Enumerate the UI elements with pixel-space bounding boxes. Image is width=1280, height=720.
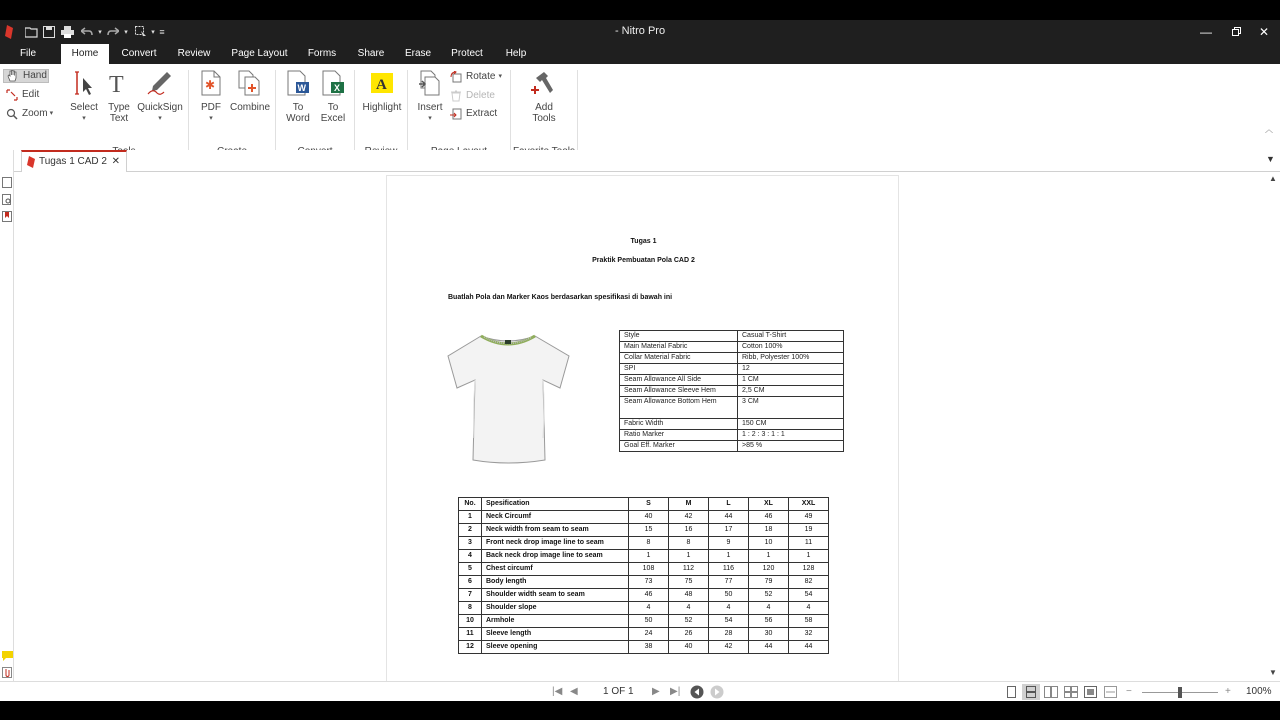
size-value: 108: [629, 563, 669, 576]
spec-value: 12: [738, 364, 844, 375]
doc-instruction: Buatlah Pola dan Marker Kaos berdasarkan spesifikasi di bawah ini: [448, 294, 673, 301]
tab-home[interactable]: Home: [61, 44, 109, 65]
size-table-header: [459, 498, 829, 511]
size-value: 50: [709, 589, 749, 602]
size-table-row: [459, 576, 829, 589]
header-s: S: [629, 498, 669, 511]
size-value: 58: [789, 615, 829, 628]
size-value: 24: [629, 628, 669, 641]
size-value: 82: [789, 576, 829, 589]
spec-key: Seam Allowance Bottom Hem: [620, 397, 738, 419]
undo-dropdown-icon[interactable]: ▾: [98, 29, 102, 36]
ribbon-separator: [577, 70, 578, 158]
rotate-label: Rotate: [466, 71, 496, 82]
spec-key: Style: [620, 331, 738, 342]
spec-value: 1 : 2 : 3 : 1 : 1: [738, 430, 844, 441]
svg-text:W: W: [297, 83, 306, 93]
size-table-row: [459, 550, 829, 563]
quicksign-button[interactable]: [137, 70, 183, 124]
size-table-row: [459, 589, 829, 602]
spec-value: 150 CM: [738, 419, 844, 430]
zoom-out-icon[interactable]: −: [1126, 686, 1132, 697]
spec-row: [620, 386, 844, 397]
type-text-icon: [104, 70, 134, 99]
insert-dropdown-icon: ▾: [428, 115, 432, 122]
edit-tool-button[interactable]: [6, 88, 46, 102]
header-m: M: [669, 498, 709, 511]
size-value: 79: [749, 576, 789, 589]
svg-text:T: T: [109, 72, 124, 96]
size-value: 54: [789, 589, 829, 602]
size-table-row: [459, 641, 829, 654]
delete-icon: [450, 90, 462, 102]
to-excel-label-2: Excel: [320, 113, 346, 124]
size-value: 46: [629, 589, 669, 602]
add-tools-icon: [526, 70, 562, 99]
size-table-row: [459, 615, 829, 628]
size-value: 26: [669, 628, 709, 641]
select-label: Select: [70, 102, 98, 113]
spec-value: Cotton 100%: [738, 342, 844, 353]
row-number: 8: [459, 602, 482, 615]
svg-text:✱: ✱: [205, 78, 216, 92]
spec-value: 1 CM: [738, 375, 844, 386]
header-xl: XL: [749, 498, 789, 511]
row-number: 3: [459, 537, 482, 550]
extract-button[interactable]: [450, 107, 510, 121]
spec-key: Seam Allowance All Side: [620, 375, 738, 386]
spec-row: [620, 342, 844, 353]
quicksign-pen-icon: [137, 70, 183, 99]
spec-key: Ratio Marker: [620, 430, 738, 441]
tab-page-layout[interactable]: Page Layout: [231, 48, 288, 59]
size-value: 28: [709, 628, 749, 641]
size-value: 50: [629, 615, 669, 628]
spec-value: Ribb, Polyester 100%: [738, 353, 844, 364]
pages-panel-icon[interactable]: [2, 175, 12, 186]
tab-review[interactable]: Review: [177, 48, 211, 59]
ribbon-separator: [407, 70, 408, 158]
rotate-icon: [450, 71, 462, 83]
add-tools-button[interactable]: [526, 70, 562, 124]
size-value: 4: [669, 602, 709, 615]
delete-button[interactable]: [450, 89, 510, 103]
next-page-icon[interactable]: ▶: [652, 686, 660, 697]
vertical-scrollbar[interactable]: [1267, 172, 1280, 681]
nitro-window: [0, 20, 1280, 701]
type-text-label-2: Text: [109, 113, 129, 124]
document-tab[interactable]: [21, 150, 127, 172]
svg-text:A: A: [376, 77, 387, 93]
row-number: 6: [459, 576, 482, 589]
fit-page-icon[interactable]: [1084, 686, 1097, 698]
to-word-label-1: To: [292, 102, 304, 113]
fit-width-icon[interactable]: [1104, 686, 1117, 698]
to-excel-button[interactable]: [318, 70, 348, 124]
size-value: 128: [789, 563, 829, 576]
size-table-row: [459, 511, 829, 524]
tab-protect[interactable]: Protect: [451, 48, 483, 59]
spec-row: [620, 331, 844, 342]
size-value: 77: [709, 576, 749, 589]
last-page-icon[interactable]: ▶|: [670, 686, 681, 697]
size-value: 44: [709, 511, 749, 524]
size-value: 1: [789, 550, 829, 563]
size-value: 32: [789, 628, 829, 641]
size-value: 54: [709, 615, 749, 628]
insert-button[interactable]: [413, 70, 447, 124]
row-spesification: Sleeve length: [482, 628, 629, 641]
spec-key: Fabric Width: [620, 419, 738, 430]
tab-convert[interactable]: Convert: [121, 48, 157, 59]
attachment-clip-icon[interactable]: [2, 665, 12, 676]
scroll-down-arrow-icon[interactable]: ▼: [1269, 668, 1277, 677]
extract-icon: [450, 108, 462, 120]
row-spesification: Neck width from seam to seam: [482, 524, 629, 537]
row-spesification: Front neck drop image line to seam: [482, 537, 629, 550]
size-table-row: [459, 563, 829, 576]
insert-label: Insert: [417, 102, 443, 113]
pdf-page[interactable]: [386, 175, 899, 685]
size-table-row: [459, 537, 829, 550]
extract-label: Extract: [466, 108, 498, 119]
size-value: 4: [749, 602, 789, 615]
size-value: 52: [749, 589, 789, 602]
size-value: 42: [709, 641, 749, 654]
to-word-label-2: Word: [286, 113, 310, 124]
close-window-button[interactable]: ✕: [1258, 25, 1270, 39]
row-spesification: Chest circumf: [482, 563, 629, 576]
size-value: 4: [789, 602, 829, 615]
to-excel-label-1: To: [327, 102, 339, 113]
size-value: 116: [709, 563, 749, 576]
select-button[interactable]: [68, 70, 100, 124]
restore-button[interactable]: [1226, 23, 1246, 41]
size-value: 52: [669, 615, 709, 628]
spec-row: [620, 397, 844, 419]
ribbon-home: [0, 64, 1280, 160]
add-tools-label-2: Tools: [532, 113, 556, 124]
zoom-in-icon[interactable]: +: [1225, 686, 1231, 697]
pdf-file-icon: [196, 70, 226, 99]
size-table-row: [459, 628, 829, 641]
left-panel-strip: [0, 150, 14, 701]
ribbon-separator: [510, 70, 511, 158]
tab-share[interactable]: Share: [357, 48, 385, 59]
select-dropdown-icon[interactable]: ▾: [151, 29, 155, 36]
app-title: - Nitro Pro: [614, 25, 666, 37]
size-value: 16: [669, 524, 709, 537]
size-value: 40: [669, 641, 709, 654]
size-value: 44: [749, 641, 789, 654]
first-page-icon[interactable]: |◀: [552, 686, 563, 697]
spec-value: 3 CM: [738, 397, 844, 419]
header-xxl: XXL: [789, 498, 829, 511]
ribbon-tabs: [0, 44, 1280, 64]
doc-title: Tugas 1: [630, 238, 657, 245]
title-bar: [0, 20, 1280, 44]
size-value: 44: [789, 641, 829, 654]
continuous-view-icon[interactable]: [1022, 684, 1040, 700]
quicksign-label: QuickSign: [137, 102, 183, 113]
tab-forms[interactable]: Forms: [307, 48, 337, 59]
zoom-icon: [6, 108, 18, 120]
zoom-tool-button[interactable]: [6, 107, 56, 121]
combine-files-icon: [228, 70, 272, 99]
size-value: 46: [749, 511, 789, 524]
attachments-panel-icon[interactable]: [2, 192, 12, 203]
combine-button[interactable]: [228, 70, 272, 113]
size-value: 75: [669, 576, 709, 589]
close-tab-icon[interactable]: ✕: [111, 156, 120, 167]
document-tab-title: Tugas 1 CAD 2: [39, 156, 107, 167]
size-table-row: [459, 524, 829, 537]
row-number: 10: [459, 615, 482, 628]
next-view-icon[interactable]: [710, 685, 724, 697]
comments-panel-icon[interactable]: [2, 648, 12, 659]
size-value: 1: [749, 550, 789, 563]
type-text-button[interactable]: [104, 70, 134, 124]
excel-icon: [318, 70, 348, 99]
size-value: 19: [789, 524, 829, 537]
spec-key: Seam Allowance Sleeve Hem: [620, 386, 738, 397]
header-l: L: [709, 498, 749, 511]
ribbon-separator: [275, 70, 276, 158]
hand-label: Hand: [23, 70, 47, 81]
size-value: 1: [669, 550, 709, 563]
size-value: 112: [669, 563, 709, 576]
customize-toolbar-icon[interactable]: ≡: [159, 27, 165, 37]
size-value: 48: [669, 589, 709, 602]
row-spesification: Sleeve opening: [482, 641, 629, 654]
tshirt-image: [443, 328, 573, 468]
size-value: 38: [629, 641, 669, 654]
zoom-slider-thumb[interactable]: [1178, 687, 1182, 698]
zoom-dropdown-icon: ▾: [49, 110, 54, 117]
highlight-label: Highlight: [362, 102, 402, 113]
bookmarks-panel-icon[interactable]: [2, 209, 12, 220]
create-pdf-button[interactable]: [196, 70, 226, 124]
file-menu[interactable]: File: [19, 48, 37, 59]
spec-row: [620, 375, 844, 386]
row-number: 12: [459, 641, 482, 654]
size-table-row: [459, 602, 829, 615]
spec-row: [620, 353, 844, 364]
spec-key: Main Material Fabric: [620, 342, 738, 353]
tab-help[interactable]: Help: [505, 48, 527, 59]
hand-icon: [7, 70, 19, 82]
add-tools-label-1: Add: [535, 102, 553, 113]
spec-key: Collar Material Fabric: [620, 353, 738, 364]
spec-value: 2,5 CM: [738, 386, 844, 397]
highlight-button[interactable]: [360, 70, 404, 113]
row-number: 2: [459, 524, 482, 537]
size-value: 120: [749, 563, 789, 576]
tab-erase[interactable]: Erase: [404, 48, 432, 59]
size-value: 11: [789, 537, 829, 550]
previous-page-icon[interactable]: ◀: [570, 686, 578, 697]
spec-row: [620, 441, 844, 452]
size-value: 9: [709, 537, 749, 550]
combine-label: Combine: [229, 102, 271, 113]
row-spesification: Body length: [482, 576, 629, 589]
size-value: 10: [749, 537, 789, 550]
select-cursor-icon: [68, 70, 100, 99]
single-page-view-icon[interactable]: [1006, 686, 1017, 698]
svg-text:X: X: [334, 83, 341, 93]
minimize-button[interactable]: —: [1200, 25, 1212, 39]
edit-cursor-icon: [6, 89, 18, 101]
delete-label: Delete: [466, 90, 495, 101]
size-value: 1: [709, 550, 749, 563]
size-value: 8: [669, 537, 709, 550]
page-indicator[interactable]: 1 OF 1: [603, 686, 634, 697]
redo-dropdown-icon[interactable]: ▾: [124, 29, 128, 36]
spec-row: [620, 430, 844, 441]
highlight-icon: [360, 70, 404, 99]
size-value: 15: [629, 524, 669, 537]
scroll-up-arrow-icon[interactable]: ▲: [1269, 174, 1277, 183]
type-text-label-1: Type: [108, 102, 130, 113]
row-spesification: Neck Circumf: [482, 511, 629, 524]
doc-subtitle: Praktik Pembuatan Pola CAD 2: [592, 257, 695, 264]
size-value: 40: [629, 511, 669, 524]
facing-view-icon[interactable]: [1044, 686, 1058, 698]
collapse-ribbon-icon[interactable]: ︿: [1265, 125, 1273, 134]
size-value: 49: [789, 511, 829, 524]
row-spesification: Armhole: [482, 615, 629, 628]
size-value: 1: [629, 550, 669, 563]
zoom-label: Zoom: [22, 108, 48, 119]
facing-continuous-view-icon[interactable]: [1064, 686, 1078, 698]
quicksign-dropdown-icon: ▾: [158, 115, 162, 122]
zoom-level[interactable]: 100%: [1246, 686, 1272, 697]
to-word-button[interactable]: [283, 70, 313, 124]
ribbon-separator: [354, 70, 355, 158]
size-value: 30: [749, 628, 789, 641]
hand-tool-button[interactable]: [3, 69, 49, 83]
size-table: [458, 497, 829, 654]
size-value: 73: [629, 576, 669, 589]
spec-key: Goal Eff. Marker: [620, 441, 738, 452]
previous-view-icon[interactable]: [690, 685, 704, 697]
size-value: 42: [669, 511, 709, 524]
document-workspace[interactable]: [15, 172, 1267, 681]
spec-value: Casual T-Shirt: [738, 331, 844, 342]
row-spesification: Shoulder width seam to seam: [482, 589, 629, 602]
spec-row: [620, 419, 844, 430]
document-tab-bar: [0, 150, 1280, 172]
select-dropdown-icon: ▾: [82, 115, 86, 122]
row-number: 5: [459, 563, 482, 576]
size-value: 56: [749, 615, 789, 628]
header-spesification: Spesification: [482, 498, 629, 511]
spec-table: [619, 330, 844, 452]
size-table-body: [459, 511, 829, 654]
spec-value: >85 %: [738, 441, 844, 452]
rotate-button[interactable]: [450, 70, 510, 84]
size-value: 4: [629, 602, 669, 615]
row-spesification: Back neck drop image line to seam: [482, 550, 629, 563]
spec-key: SPI: [620, 364, 738, 375]
rotate-dropdown-icon: ▾: [498, 73, 502, 80]
size-value: 8: [629, 537, 669, 550]
status-bar: [0, 681, 1280, 701]
pdf-dropdown-icon: ▾: [209, 115, 213, 122]
header-no: No.: [459, 498, 482, 511]
word-icon: [283, 70, 313, 99]
size-value: 4: [709, 602, 749, 615]
spec-row: [620, 364, 844, 375]
edit-label: Edit: [22, 89, 40, 100]
row-number: 1: [459, 511, 482, 524]
row-spesification: Shoulder slope: [482, 602, 629, 615]
size-value: 18: [749, 524, 789, 537]
row-number: 4: [459, 550, 482, 563]
ribbon-separator: [188, 70, 189, 158]
size-value: 17: [709, 524, 749, 537]
row-number: 7: [459, 589, 482, 602]
pdf-label: PDF: [201, 102, 221, 113]
row-number: 11: [459, 628, 482, 641]
insert-pages-icon: [413, 70, 447, 99]
tab-list-dropdown-icon[interactable]: ▼: [1266, 154, 1275, 164]
